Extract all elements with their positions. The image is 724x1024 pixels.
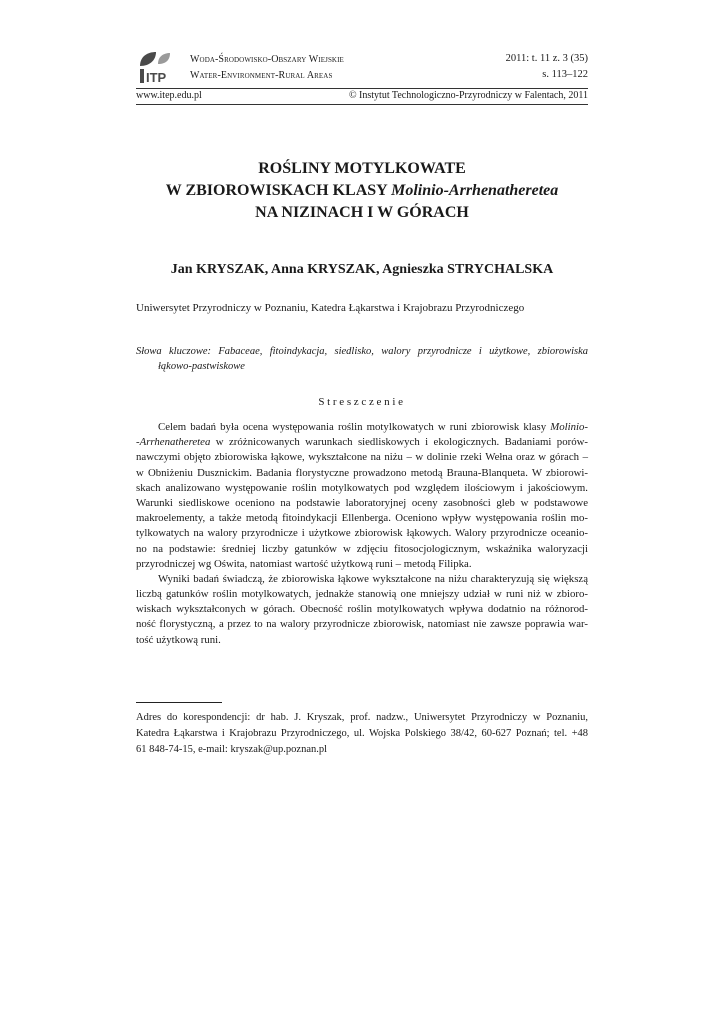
abstract-line: w Obniżeniu Dusznickim. Badania florystyczne prowadzono metodą Brauna-Blanqueta. W zbiorowi-	[136, 466, 588, 479]
page-range: s. 113–122	[542, 69, 588, 80]
abstract-line: ność florystyczną, a przez to na walory przyrodnicze zbiorowisk, natomiast nie zawsze poprawia war-	[136, 618, 588, 631]
footnote-line: Katedra Łąkarstwa i Krajobrazu Przyrodniczego, ul. Wojska Polskiego 38/42, 60-627 Poznań; tel. +48	[136, 728, 588, 739]
journal-header	[136, 50, 588, 90]
logo-text: ITP	[146, 70, 167, 85]
footnote-line: Adres do korespondencji: dr hab. J. Kryszak, prof. nadzw., Uniwersytet Przyrodniczy w Poznaniu,	[136, 712, 588, 723]
abstract-line: -Arrhenatheretea w zróżnicowanych warunkach siedliskowych i ekologicznych. Badaniami porów-	[136, 436, 588, 449]
footnote-rule	[136, 702, 222, 703]
header-rule-top	[136, 88, 588, 89]
abstract-line: tość użytkową runi.	[136, 633, 221, 646]
authors: Jan KRYSZAK, Anna KRYSZAK, Agnieszka STRYCHALSKA	[170, 262, 554, 277]
correspondence-footnote	[136, 710, 588, 758]
journal-name-pl: Woda-Środowisko-Obszary Wiejskie	[190, 54, 344, 65]
abstract-line: nawczymi objęto zbiorowiska łąkowe, wykształcone na niżu – w dolinie rzeki Wełna oraz w górach –	[136, 451, 588, 464]
abstract-line: no na podstawie: średniej liczby gatunków w zdjęciu fitosocjologicznym, wskaźnika waloryzacji	[136, 542, 588, 555]
abstract-heading: Streszczenie	[318, 396, 406, 408]
abstract-line: wiskach wykształconych w górach. Obecność roślin motylkowatych wpływa dodatnio na różnorod-	[136, 603, 588, 616]
abstract-line: tylkowatych na walory przyrodnicze i użytkowe zbiorowisk łąkowych. Walory przyrodnicze oceanio-	[136, 527, 588, 540]
title-line-1: ROŚLINY MOTYLKOWATE	[258, 160, 466, 177]
abstract-line: skach analizowano występowanie roślin motylkowatych pod względem ilościowym i jakościowym.	[136, 481, 588, 494]
abstract-line: Wyniki badań świadczą, że zbiorowiska łąkowe wykształcone na niżu charakteryzują się większą	[158, 572, 588, 585]
journal-name-en: Water-Environment-Rural Areas	[190, 70, 333, 81]
abstract-line: makroelementy, a także metodą fitoindykacji Ellenberga. Oceniono wpływ występowania roślin mo-	[136, 512, 588, 525]
volume-info: 2011: t. 11 z. 3 (35)	[505, 53, 588, 64]
footnote-line[interactable]: 61 848-74-15, e-mail: kryszak@up.poznan.pl	[136, 744, 328, 755]
keywords-line-1: Słowa kluczowe: Fabaceae, fitoindykacja, siedlisko, walory przyrodnicze i użytkowe, zbiorowiska	[136, 346, 588, 357]
paper-title	[136, 158, 588, 224]
abstract-line: liczbą gatunków roślin motylkowatych, jednakże stanowią one mniejszy udział w runi niż w zbioro-	[136, 588, 588, 601]
abstract-line: Warunki siedliskowe oceniono na podstawie laboratoryjnej oceny zasobności gleb w podstawowe	[136, 496, 588, 509]
keywords-line-2: łąkowo-pastwiskowe	[158, 361, 245, 372]
keywords	[136, 344, 588, 374]
header-rule-bottom	[136, 104, 588, 105]
abstract-line: przyrodniczej wg Oświta, natomiast wartość użytkową runi – metodą Filipka.	[136, 557, 472, 570]
abstract-line: Celem badań była ocena występowania roślin motylkowatych w runi zbiorowisk klasy Molinio-	[158, 421, 588, 433]
copyright: © Instytut Technologiczno-Przyrodniczy w Falentach, 2011	[348, 90, 588, 101]
affiliation: Uniwersytet Przyrodniczy w Poznaniu, Katedra Łąkarstwa i Krajobrazu Przyrodniczego	[136, 302, 525, 314]
title-line-2: W ZBIOROWISKACH KLASY Molinio-Arrhenatheretea	[165, 182, 559, 199]
website-link[interactable]: www.itep.edu.pl	[136, 90, 202, 101]
title-line-3: NA NIZINACH I W GÓRACH	[255, 204, 469, 221]
abstract	[136, 420, 588, 648]
itp-logo	[136, 50, 178, 86]
